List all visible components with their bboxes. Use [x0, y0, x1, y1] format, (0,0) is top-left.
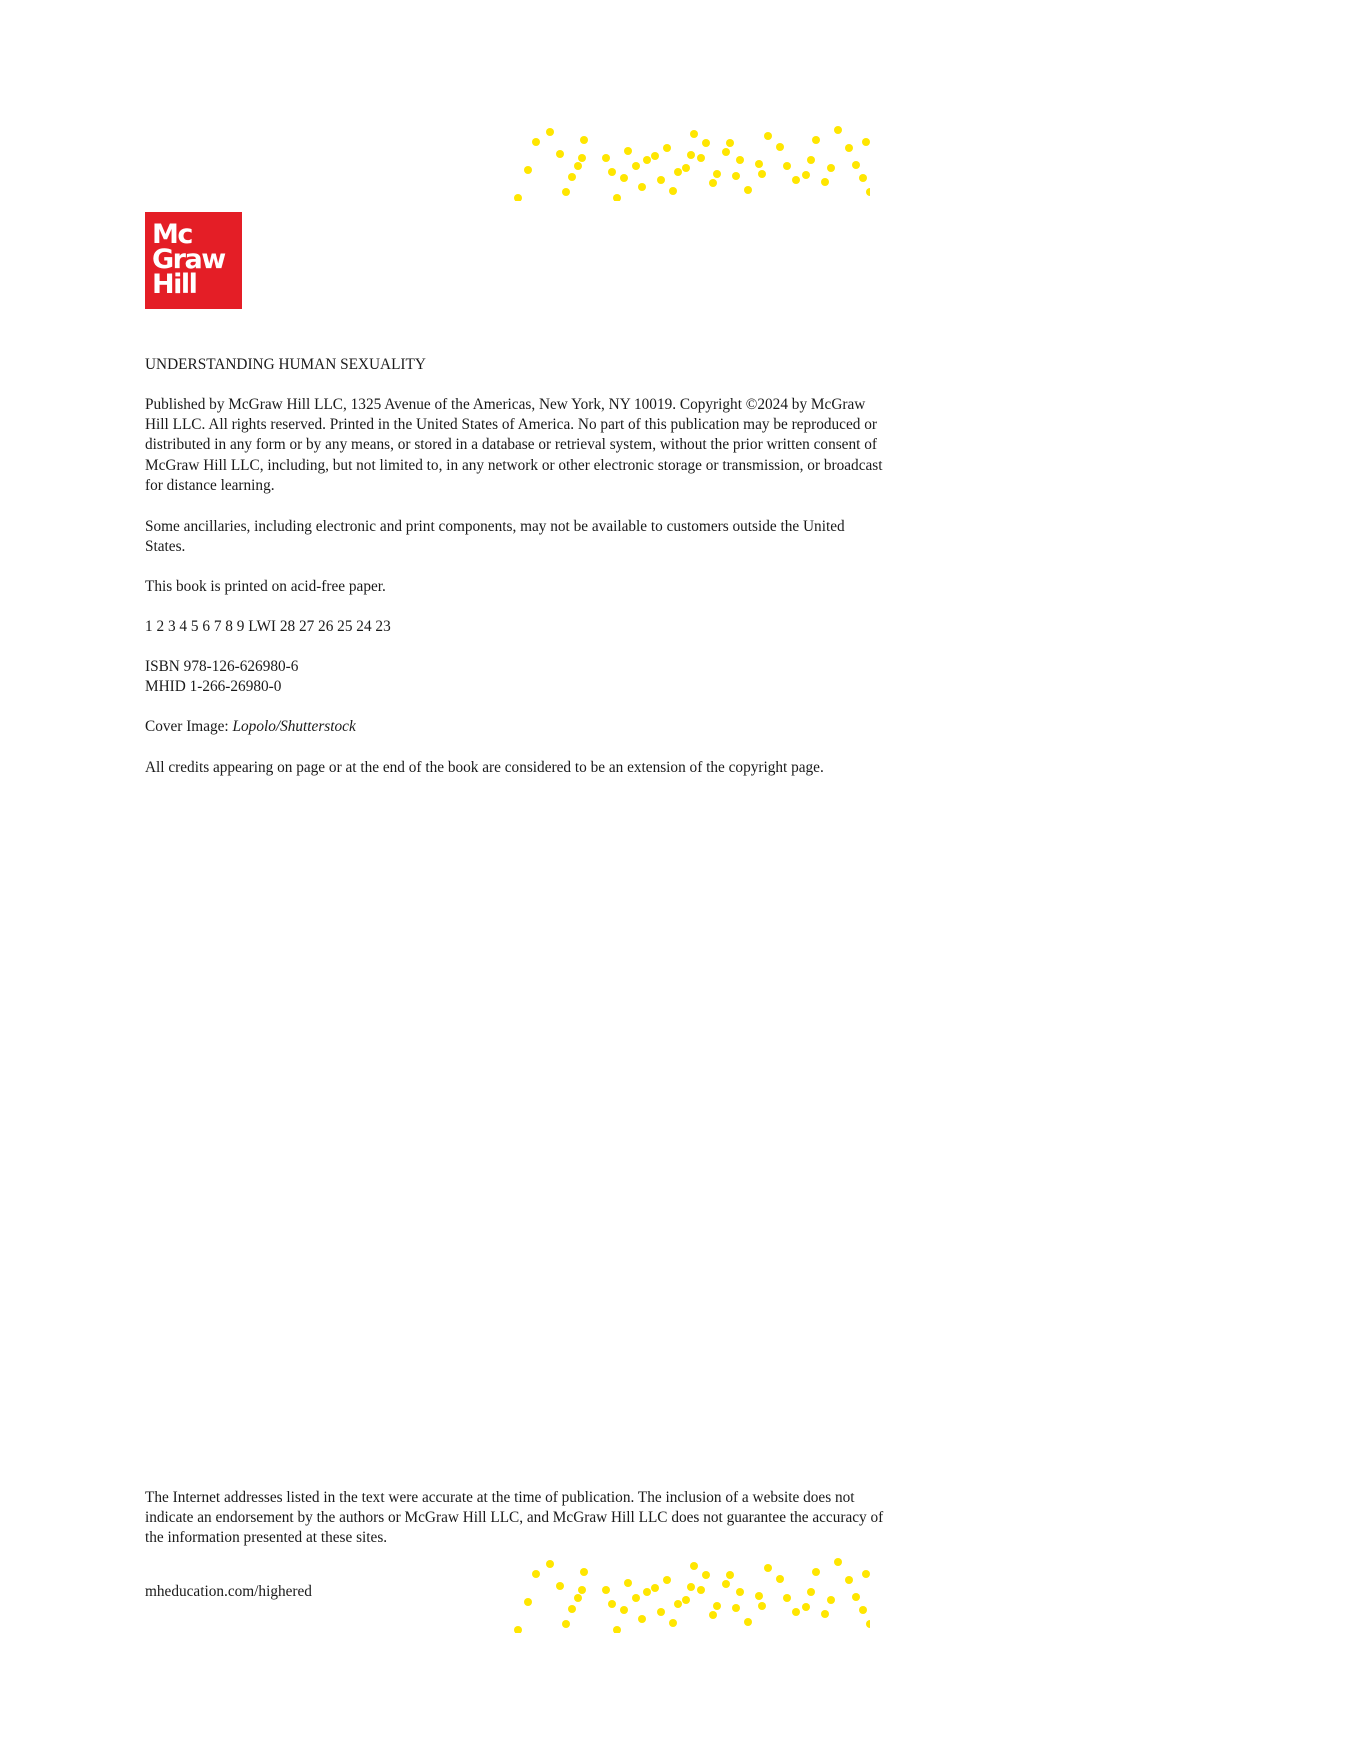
yellow-dot	[608, 1600, 616, 1608]
yellow-dot	[620, 174, 628, 182]
yellow-dot	[613, 1626, 621, 1633]
yellow-dot	[702, 139, 710, 147]
yellow-dot	[802, 1603, 810, 1611]
yellow-dot	[524, 166, 532, 174]
yellow-dot	[514, 194, 522, 201]
yellow-dot	[624, 147, 632, 155]
yellow-dot	[580, 1568, 588, 1576]
logo-line-hill: Hill	[152, 269, 197, 300]
yellow-dot	[657, 1608, 665, 1616]
yellow-dot	[632, 1594, 640, 1602]
yellow-dot	[726, 1571, 734, 1579]
yellow-dot	[624, 1579, 632, 1587]
yellow-dot	[845, 144, 853, 152]
yellow-dot	[792, 176, 800, 184]
yellow-dot	[859, 174, 867, 182]
cover-image-credit	[145, 717, 885, 737]
yellow-dot	[562, 188, 570, 196]
cover-image-source: Lopolo/Shutterstock	[232, 718, 356, 735]
yellow-dot	[568, 1605, 576, 1613]
yellow-dot	[682, 164, 690, 172]
yellow-dot	[556, 150, 564, 158]
yellow-dot	[687, 1583, 695, 1591]
yellow-dot	[602, 154, 610, 162]
yellow-dot	[744, 186, 752, 194]
yellow-dot	[732, 1604, 740, 1612]
yellow-dot	[764, 132, 772, 140]
ancillaries-notice-text: Some ancillaries, including electronic and print components, may not be available to customers outside the United States.	[145, 518, 845, 556]
yellow-dot	[638, 183, 646, 191]
yellow-dot	[568, 173, 576, 181]
acid-free-notice-text: This book is printed on acid-free paper.	[145, 578, 386, 595]
yellow-dot	[862, 1570, 870, 1578]
yellow-dot	[827, 1596, 835, 1604]
yellow-dot	[713, 1602, 721, 1610]
credits-note	[145, 758, 885, 778]
yellow-dot	[682, 1596, 690, 1604]
yellow-dot	[709, 179, 717, 187]
yellow-dot	[690, 130, 698, 138]
publisher-website-text: mheducation.com/highered	[145, 1583, 312, 1600]
yellow-dot	[532, 138, 540, 146]
yellow-dot	[514, 1626, 522, 1633]
yellow-dot	[663, 144, 671, 152]
yellow-dot	[578, 154, 586, 162]
print-line	[145, 617, 885, 637]
yellow-dot	[643, 1588, 651, 1596]
book-title-text: UNDERSTANDING HUMAN SEXUALITY	[145, 356, 426, 373]
yellow-dot	[783, 1594, 791, 1602]
yellow-dot	[697, 154, 705, 162]
ancillaries-notice	[145, 517, 885, 557]
yellow-dot	[620, 1606, 628, 1614]
yellow-dot	[812, 136, 820, 144]
yellow-dot	[827, 164, 835, 172]
yellow-dot	[702, 1571, 710, 1579]
yellow-dots-decoration-top	[512, 124, 870, 201]
yellow-dot	[657, 176, 665, 184]
yellow-dot	[812, 1568, 820, 1576]
yellow-dot	[674, 1600, 682, 1608]
yellow-dots-decoration-bottom	[512, 1556, 870, 1633]
yellow-dot	[562, 1620, 570, 1628]
credits-note-text: All credits appearing on page or at the end of the book are considered to be an extension of the copyright page.	[145, 759, 824, 776]
mhid-text: MHID 1-266-26980-0	[145, 678, 282, 696]
publication-notice	[145, 395, 885, 496]
yellow-dot	[755, 160, 763, 168]
yellow-dot	[807, 156, 815, 164]
yellow-dot	[792, 1608, 800, 1616]
yellow-dot	[669, 1619, 677, 1627]
yellow-dot	[852, 161, 860, 169]
yellow-dot	[758, 170, 766, 178]
yellow-dot	[732, 172, 740, 180]
yellow-dot	[722, 1580, 730, 1588]
yellow-dot	[859, 1606, 867, 1614]
yellow-dot	[736, 156, 744, 164]
yellow-dot	[821, 178, 829, 186]
yellow-dot	[776, 143, 784, 151]
yellow-dot	[643, 156, 651, 164]
yellow-dot	[845, 1576, 853, 1584]
yellow-dot	[755, 1592, 763, 1600]
yellow-dot	[546, 1560, 554, 1568]
yellow-dot	[783, 162, 791, 170]
yellow-dot	[574, 1594, 582, 1602]
yellow-dot	[697, 1586, 705, 1594]
yellow-dot	[722, 148, 730, 156]
yellow-dot	[632, 162, 640, 170]
yellow-dot	[726, 139, 734, 147]
internet-disclaimer	[145, 1488, 885, 1549]
yellow-dot	[580, 136, 588, 144]
yellow-dot	[821, 1610, 829, 1618]
yellow-dot	[532, 1570, 540, 1578]
cover-image-label: Cover Image:	[145, 718, 233, 735]
yellow-dot	[834, 126, 842, 134]
yellow-dot	[608, 168, 616, 176]
yellow-dot	[736, 1588, 744, 1596]
yellow-dot	[651, 1584, 659, 1592]
yellow-dot	[556, 1582, 564, 1590]
yellow-dot	[758, 1602, 766, 1610]
yellow-dot	[802, 171, 810, 179]
yellow-dot	[764, 1564, 772, 1572]
yellow-dot	[776, 1575, 784, 1583]
yellow-dot	[709, 1611, 717, 1619]
yellow-dot	[674, 168, 682, 176]
logo-line-mc: Mc	[152, 219, 192, 250]
yellow-dot	[862, 138, 870, 146]
yellow-dot	[690, 1562, 698, 1570]
acid-free-notice	[145, 577, 885, 597]
isbn-text: ISBN 978-126-626980-6	[145, 658, 299, 675]
mcgraw-hill-logo	[145, 212, 242, 309]
yellow-dot	[602, 1586, 610, 1594]
yellow-dot	[713, 170, 721, 178]
yellow-dot	[687, 151, 695, 159]
logo-line-graw: Graw	[152, 244, 225, 275]
yellow-dot	[834, 1558, 842, 1566]
isbn-block	[145, 657, 885, 697]
yellow-dot	[578, 1586, 586, 1594]
yellow-dot	[651, 152, 659, 160]
yellow-dot	[524, 1598, 532, 1606]
publication-notice-text: Published by McGraw Hill LLC, 1325 Avenue of the Americas, New York, NY 10019. Copyright ©2024 by McGraw Hill LLC. All rights reserved. Printed in the United States of America. No part of this publication may be reproduced or distributed in any form or by any means, or stored in a database or retrieval system, without the prior written consent of McGraw Hill LLC, including, but not limited to, in any network or other electronic storage or transmission, or broadcast for distance learning.	[145, 396, 883, 494]
print-line-text: 1 2 3 4 5 6 7 8 9 LWI 28 27 26 25 24 23	[145, 618, 391, 635]
yellow-dot	[669, 187, 677, 195]
yellow-dot	[866, 1620, 870, 1628]
yellow-dot	[744, 1618, 752, 1626]
yellow-dot	[638, 1615, 646, 1623]
yellow-dot	[866, 188, 870, 196]
yellow-dot	[663, 1576, 671, 1584]
book-title	[145, 355, 885, 375]
yellow-dot	[807, 1588, 815, 1596]
yellow-dot	[852, 1593, 860, 1601]
yellow-dot	[546, 128, 554, 136]
yellow-dot	[574, 162, 582, 170]
yellow-dot	[613, 194, 621, 201]
internet-disclaimer-text: The Internet addresses listed in the text were accurate at the time of publication. The inclusion of a website does not indicate an endorsement by the authors or McGraw Hill LLC, and McGraw Hill LLC does not guarantee the accuracy of the information presented at these sites.	[145, 1489, 884, 1547]
